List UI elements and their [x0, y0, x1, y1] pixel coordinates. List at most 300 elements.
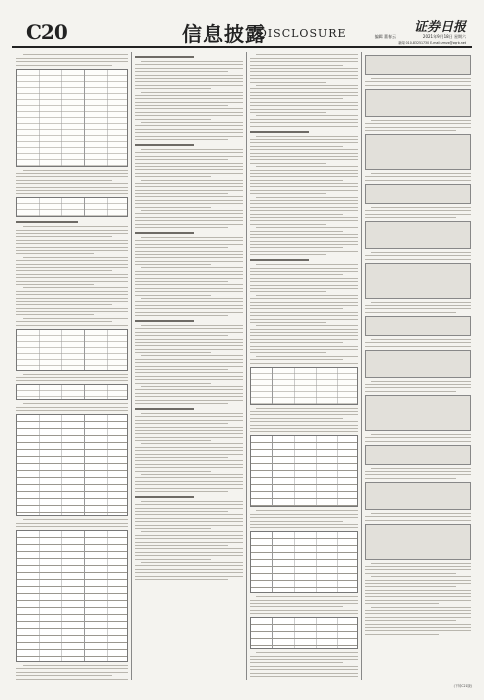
- text-line: [135, 112, 243, 113]
- text-line: [250, 278, 358, 279]
- column-2: [135, 52, 243, 680]
- text-line: [250, 669, 358, 670]
- editor-credit: 编辑 董春云: [374, 34, 396, 39]
- text-line: [365, 580, 471, 581]
- table-grid: [251, 618, 357, 648]
- text-line: [250, 95, 358, 96]
- text-line: [365, 590, 471, 591]
- text-line: [365, 81, 471, 82]
- text-line: [135, 548, 243, 549]
- page-number: C20: [26, 20, 67, 44]
- text-line: [135, 278, 243, 279]
- text-line: [250, 603, 358, 604]
- text-line: [16, 243, 128, 244]
- notice-box: [365, 184, 471, 204]
- text-line: [135, 75, 243, 76]
- text-line: [135, 420, 243, 421]
- text-line: [250, 200, 358, 201]
- text-line: [250, 421, 358, 422]
- text-line: [371, 339, 471, 340]
- text-line: [135, 227, 228, 228]
- text-line: [16, 380, 128, 381]
- masthead: [12, 0, 472, 48]
- text-line: [135, 119, 211, 120]
- text-line: [256, 408, 358, 409]
- text-line: [23, 665, 128, 666]
- text-line: [135, 518, 243, 519]
- notice-box: [365, 316, 471, 336]
- text-line: [135, 288, 243, 289]
- text-line: [250, 183, 358, 184]
- text-line: [135, 423, 228, 424]
- table-grid: [17, 198, 127, 216]
- text-line: [135, 572, 243, 573]
- text-line: [250, 251, 358, 252]
- text-line: [135, 396, 243, 397]
- text-line: [135, 305, 243, 306]
- text-line: [135, 132, 243, 133]
- text-line: [256, 510, 358, 511]
- text-line: [135, 291, 243, 292]
- text-line: [250, 281, 358, 282]
- text-line: [16, 250, 128, 251]
- text-line: [250, 342, 343, 343]
- text-line: [365, 627, 471, 628]
- text-line: [250, 524, 358, 525]
- text-line: [250, 352, 326, 353]
- text-line: [250, 122, 358, 123]
- text-line: [135, 193, 228, 194]
- text-line: [256, 295, 358, 296]
- text-line: [135, 342, 243, 343]
- text-line: [256, 197, 358, 198]
- text-line: [365, 630, 471, 631]
- text-line: [250, 339, 358, 340]
- text-line: [16, 233, 128, 234]
- text-line: [250, 322, 326, 323]
- text-line: [135, 139, 228, 140]
- text-line: [135, 220, 243, 221]
- text-line: [135, 400, 243, 401]
- text-line: [250, 214, 343, 215]
- text-line: [135, 281, 228, 282]
- text-line: [135, 538, 243, 539]
- text-line: [16, 675, 112, 676]
- text-line: [16, 58, 128, 59]
- text-line: [365, 478, 456, 479]
- text-line: [365, 586, 456, 587]
- table-grid: [17, 415, 127, 515]
- text-line: [250, 190, 358, 191]
- text-line: [250, 527, 358, 528]
- text-line: [250, 329, 358, 330]
- text-line: [141, 149, 243, 150]
- text-line: [250, 102, 358, 103]
- text-line: [256, 356, 358, 357]
- text-line: [141, 443, 243, 444]
- table-grid: [17, 330, 127, 370]
- text-line: [135, 159, 228, 160]
- text-line: [135, 105, 228, 106]
- text-line: [250, 231, 343, 232]
- text-line: [256, 325, 358, 326]
- text-line: [16, 267, 128, 268]
- text-line: [135, 98, 243, 99]
- text-line: [23, 403, 128, 404]
- text-line: [16, 668, 128, 669]
- text-line: [135, 176, 211, 177]
- text-line: [250, 180, 343, 181]
- text-line: [16, 679, 128, 680]
- text-line: [141, 355, 243, 356]
- text-line: [135, 284, 243, 285]
- text-line: [250, 207, 358, 208]
- text-line: [16, 176, 128, 177]
- section-heading: [135, 408, 194, 410]
- notice-box: [365, 263, 471, 299]
- text-line: [365, 85, 471, 86]
- text-line: [141, 413, 243, 414]
- text-line: [135, 254, 243, 255]
- text-line: [250, 656, 358, 657]
- data-table: [250, 531, 358, 593]
- text-line: [135, 366, 243, 367]
- text-line: [135, 271, 243, 272]
- table-grid: [251, 532, 357, 592]
- text-line: [365, 613, 471, 614]
- text-line: [135, 224, 243, 225]
- text-line: [16, 314, 94, 315]
- text-line: [250, 186, 358, 187]
- text-line: [250, 88, 358, 89]
- notice-box: [365, 350, 471, 378]
- text-line: [23, 318, 128, 319]
- text-line: [371, 563, 471, 564]
- text-line: [365, 305, 471, 306]
- text-line: [135, 379, 243, 380]
- text-line: [250, 75, 358, 76]
- text-line: [250, 241, 358, 242]
- text-line: [250, 119, 358, 120]
- text-line: [256, 85, 358, 86]
- text-line: [23, 226, 128, 227]
- text-line: [365, 387, 471, 388]
- text-line: [141, 267, 243, 268]
- text-line: [135, 217, 243, 218]
- text-line: [371, 576, 471, 577]
- text-line: [256, 115, 358, 116]
- text-line: [135, 437, 243, 438]
- text-line: [250, 666, 358, 667]
- text-line: [16, 291, 128, 292]
- text-line: [16, 260, 128, 261]
- text-line: [135, 196, 243, 197]
- text-line: [250, 149, 358, 150]
- text-line: [250, 332, 358, 333]
- text-line: [135, 481, 243, 482]
- text-line: [135, 295, 211, 296]
- text-line: [250, 244, 358, 245]
- text-line: [250, 346, 358, 347]
- text-line: [250, 288, 358, 289]
- text-line: [365, 127, 471, 128]
- text-line: [250, 268, 358, 269]
- text-line: [256, 227, 358, 228]
- text-line: [16, 240, 128, 241]
- text-line: [16, 274, 128, 275]
- text-line: [250, 521, 343, 522]
- text-line: [135, 477, 243, 478]
- text-line: [135, 71, 228, 72]
- text-line: [250, 363, 358, 364]
- text-line: [135, 186, 243, 187]
- text-line: [135, 274, 243, 275]
- text-line: [23, 287, 128, 288]
- text-line: [135, 393, 243, 394]
- text-line: [141, 210, 243, 211]
- text-line: [135, 335, 228, 336]
- text-line: [250, 514, 358, 515]
- text-line: [16, 410, 128, 411]
- text-line: [135, 102, 243, 103]
- text-line: [135, 108, 243, 109]
- text-line: [135, 464, 243, 465]
- data-table: [16, 329, 128, 371]
- text-line: [250, 146, 343, 147]
- text-line: [135, 511, 228, 512]
- column-4: [365, 52, 471, 680]
- section-heading: [135, 144, 194, 146]
- text-line: [365, 214, 471, 215]
- text-line: [365, 566, 471, 567]
- text-line: [250, 285, 358, 286]
- notice-box: [365, 482, 471, 510]
- text-line: [250, 312, 358, 313]
- text-line: [135, 535, 243, 536]
- text-line: [135, 467, 243, 468]
- text-line: [371, 120, 471, 121]
- text-line: [135, 504, 243, 505]
- text-line: [250, 319, 358, 320]
- text-line: [365, 255, 471, 256]
- text-line: [250, 298, 358, 299]
- text-line: [365, 617, 471, 618]
- text-line: [135, 163, 243, 164]
- text-line: [256, 596, 358, 597]
- text-line: [250, 676, 358, 677]
- text-line: [135, 308, 243, 309]
- text-line: [365, 520, 471, 521]
- text-line: [250, 193, 326, 194]
- text-line: [135, 555, 243, 556]
- text-line: [135, 454, 243, 455]
- table-grid: [17, 70, 127, 166]
- text-line: [16, 377, 128, 378]
- text-line: [135, 559, 211, 560]
- text-line: [135, 376, 243, 377]
- text-line: [141, 386, 243, 387]
- text-line: [371, 381, 471, 382]
- text-line: [16, 187, 128, 188]
- text-line: [365, 123, 471, 124]
- text-line: [16, 236, 112, 237]
- data-table: [16, 530, 128, 662]
- text-line: [250, 109, 358, 110]
- data-table: [250, 435, 358, 507]
- text-line: [135, 430, 243, 431]
- text-line: [250, 315, 358, 316]
- text-line: [365, 437, 471, 438]
- text-line: [141, 474, 243, 475]
- text-line: [135, 440, 211, 441]
- text-line: [16, 308, 128, 309]
- text-line: [135, 349, 243, 350]
- text-line: [23, 374, 128, 375]
- text-line: [365, 312, 456, 313]
- text-line: [250, 224, 326, 225]
- text-line: [365, 180, 471, 181]
- text-line: [365, 600, 471, 601]
- text-line: [250, 105, 358, 106]
- text-line: [135, 389, 243, 390]
- text-line: [135, 312, 243, 313]
- text-line: [135, 261, 243, 262]
- text-line: [16, 253, 94, 254]
- text-line: [250, 271, 358, 272]
- table-grid: [17, 385, 127, 399]
- text-line: [135, 450, 243, 451]
- text-line: [371, 252, 471, 253]
- text-line: [141, 298, 243, 299]
- section-heading: [135, 56, 194, 58]
- notice-box: [365, 221, 471, 249]
- newspaper-logo: 证券日报: [413, 20, 466, 35]
- text-line: [256, 136, 358, 137]
- text-line: [365, 603, 439, 604]
- text-line: [250, 58, 358, 59]
- text-line: [135, 244, 243, 245]
- text-line: [250, 163, 326, 164]
- text-line: [135, 95, 243, 96]
- text-line: [135, 85, 243, 86]
- text-line: [365, 593, 471, 594]
- text-line: [141, 531, 243, 532]
- text-line: [250, 349, 358, 350]
- text-line: [250, 139, 358, 140]
- text-line: [16, 311, 128, 312]
- text-line: [250, 78, 358, 79]
- text-line: [135, 190, 243, 191]
- text-line: [371, 434, 471, 435]
- text-line: [23, 519, 128, 520]
- text-line: [250, 82, 326, 83]
- text-line: [16, 284, 94, 285]
- section-heading: [135, 496, 194, 498]
- table-grid: [17, 531, 127, 661]
- text-line: [135, 433, 243, 434]
- section-heading: [135, 320, 194, 322]
- text-line: [371, 173, 471, 174]
- text-line: [135, 383, 211, 384]
- text-line: [135, 484, 243, 485]
- text-line: [135, 251, 243, 252]
- text-line: [365, 130, 456, 131]
- text-line: [250, 254, 326, 255]
- notice-box: [365, 55, 471, 75]
- text-line: [16, 325, 128, 326]
- text-line: [135, 514, 243, 515]
- section-heading: [135, 232, 194, 234]
- table-grid: [251, 436, 357, 506]
- text-line: [250, 359, 343, 360]
- text-line: [250, 274, 343, 275]
- text-line: [250, 428, 358, 429]
- text-line: [135, 339, 243, 340]
- text-line: [365, 583, 471, 584]
- text-line: [16, 277, 128, 278]
- text-line: [250, 153, 358, 154]
- text-line: [135, 491, 228, 492]
- text-line: [135, 315, 228, 316]
- text-line: [135, 427, 243, 428]
- text-line: [135, 565, 243, 566]
- text-line: [250, 173, 358, 174]
- text-line: [250, 610, 358, 611]
- text-line: [135, 240, 243, 241]
- text-line: [250, 305, 358, 306]
- text-line: [135, 579, 228, 580]
- text-line: [135, 115, 243, 116]
- text-line: [250, 112, 326, 113]
- text-line: [135, 169, 243, 170]
- text-line: [365, 441, 471, 442]
- notice-box: [365, 89, 471, 117]
- text-line: [250, 308, 343, 309]
- text-line: [250, 65, 343, 66]
- text-line: [365, 569, 471, 570]
- text-line: [16, 270, 112, 271]
- text-line: [135, 352, 211, 353]
- text-line: [16, 301, 128, 302]
- text-line: [250, 142, 358, 143]
- text-line: [135, 129, 243, 130]
- text-line: [135, 328, 243, 329]
- text-line: [250, 291, 326, 292]
- text-line: [135, 64, 243, 65]
- text-line: [141, 501, 243, 502]
- text-line: [365, 259, 471, 260]
- text-line: [250, 517, 358, 518]
- text-line: [250, 159, 358, 160]
- text-line: [135, 81, 243, 82]
- text-line: [141, 122, 243, 123]
- text-line: [250, 659, 358, 660]
- column-3: [250, 52, 358, 680]
- text-line: [365, 573, 456, 574]
- text-line: [135, 403, 228, 404]
- text-line: [250, 673, 358, 674]
- text-line: [16, 298, 128, 299]
- text-line: [365, 610, 471, 611]
- text-line: [141, 180, 243, 181]
- text-line: [135, 528, 211, 529]
- text-line: [365, 620, 456, 621]
- text-line: [135, 156, 243, 157]
- text-line: [23, 170, 128, 171]
- column-divider: [131, 52, 132, 680]
- text-line: [250, 335, 358, 336]
- text-line: [135, 247, 228, 248]
